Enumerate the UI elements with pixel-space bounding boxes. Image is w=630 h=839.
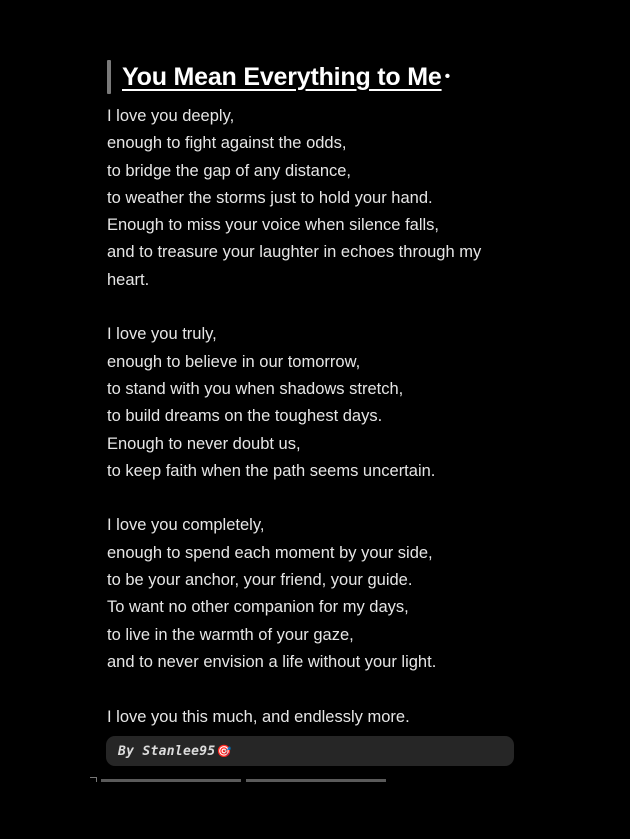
title-quote-bar	[107, 60, 111, 94]
stanza-2	[107, 321, 527, 485]
poem-body[interactable]	[107, 103, 527, 731]
poem-line: To want no other companion for my days,	[107, 598, 409, 617]
signature-text	[118, 744, 232, 759]
poem-line: to be your anchor, your friend, your guide.	[107, 571, 413, 590]
poem-line: to bridge the gap of any distance,	[107, 161, 352, 180]
poem-line: I love you completely,	[107, 516, 265, 535]
poem-line: to live in the warmth of your gaze,	[107, 625, 354, 644]
signature-label: By Stanlee95	[118, 743, 216, 759]
poem-line: and to never envision a life without your light.	[107, 652, 437, 671]
divider-left	[101, 779, 241, 782]
stanza-3	[107, 512, 527, 676]
poem-line: I love you truly,	[107, 325, 217, 344]
title-row	[107, 58, 527, 96]
poem-line: to stand with you when shadows stretch,	[107, 379, 404, 398]
poem-line: enough to fight against the odds,	[107, 134, 347, 153]
poem-line: and to treasure your laughter in echoes through my	[107, 243, 482, 262]
stanza-1	[107, 103, 527, 294]
stanza-4	[107, 704, 527, 731]
stanza-gap	[107, 485, 527, 512]
poem-line: enough to believe in our tomorrow,	[107, 352, 361, 371]
divider-right	[246, 779, 386, 782]
title-marker: •	[444, 68, 451, 85]
poem-line: I love you deeply,	[107, 107, 235, 125]
target-emoji-icon: 🎯	[216, 743, 232, 758]
poem-line: I love you this much, and endlessly more.	[107, 707, 410, 726]
note-title[interactable]: You Mean Everything to Me	[122, 62, 442, 91]
note-content	[107, 58, 527, 731]
poem-line: Enough to miss your voice when silence falls,	[107, 216, 439, 235]
poem-line: heart.	[107, 270, 150, 289]
poem-line: enough to spend each moment by your side,	[107, 543, 433, 562]
stanza-gap	[107, 676, 527, 703]
poem-line: to weather the storms just to hold your hand.	[107, 188, 433, 207]
poem-line: to keep faith when the path seems uncertain.	[107, 461, 436, 480]
poem-line: Enough to never doubt us,	[107, 434, 301, 453]
corner-mark	[90, 777, 97, 782]
poem-line: to build dreams on the toughest days.	[107, 407, 383, 426]
signature-code-block[interactable]	[106, 736, 514, 766]
stanza-gap	[107, 294, 527, 321]
